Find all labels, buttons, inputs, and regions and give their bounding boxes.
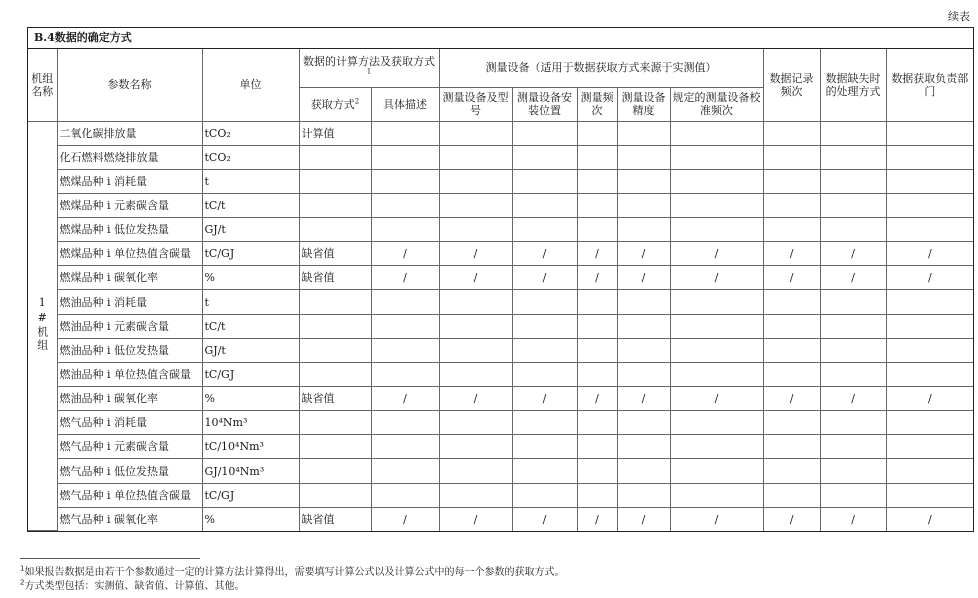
measure-freq-cell <box>577 193 617 217</box>
record-freq-cell <box>763 338 820 362</box>
equip-accuracy-cell: / <box>617 387 670 411</box>
responsible-dept-cell <box>886 411 973 435</box>
table-row <box>28 435 973 459</box>
responsible-dept-cell <box>886 218 973 242</box>
calibration-freq-cell: / <box>670 242 763 266</box>
equip-location-cell <box>512 338 577 362</box>
equip-accuracy-cell <box>617 193 670 217</box>
param-name-cell: 燃煤品种 i 低位发热量 <box>57 218 202 242</box>
measure-freq-cell: / <box>577 507 617 531</box>
unit-cell: % <box>202 266 299 290</box>
missing-handling-cell <box>820 411 886 435</box>
responsible-dept-cell <box>886 362 973 386</box>
measure-freq-cell <box>577 338 617 362</box>
table-row <box>28 169 973 193</box>
param-name-cell: 燃油品种 i 元素碳含量 <box>57 314 202 338</box>
table-body <box>28 121 973 531</box>
data-determination-table <box>27 27 974 532</box>
equip-model-cell <box>439 193 512 217</box>
calibration-freq-cell <box>670 435 763 459</box>
table-row <box>28 121 973 145</box>
missing-handling-cell <box>820 121 886 145</box>
method-cell: 计算值 <box>299 121 371 145</box>
description-cell <box>371 459 439 483</box>
record-freq-cell <box>763 193 820 217</box>
equip-accuracy-cell <box>617 218 670 242</box>
unit-cell: GJ/t <box>202 218 299 242</box>
table-row <box>28 483 973 507</box>
table-row <box>28 362 973 386</box>
record-freq-cell <box>763 411 820 435</box>
method-cell <box>299 459 371 483</box>
responsible-dept-cell <box>886 121 973 145</box>
measure-freq-cell: / <box>577 387 617 411</box>
equip-model-cell <box>439 483 512 507</box>
equip-location-cell <box>512 121 577 145</box>
measure-freq-cell <box>577 362 617 386</box>
calibration-freq-cell: / <box>670 266 763 290</box>
unit-cell: tC/10⁴Nm³ <box>202 435 299 459</box>
responsible-dept-cell <box>886 169 973 193</box>
header-calibration-freq: 规定的测量设备校准频次 <box>670 87 763 121</box>
method-cell: 缺省值 <box>299 507 371 531</box>
equip-model-cell: / <box>439 266 512 290</box>
method-cell <box>299 314 371 338</box>
equip-accuracy-cell: / <box>617 507 670 531</box>
measure-freq-cell <box>577 483 617 507</box>
unit-cell: % <box>202 387 299 411</box>
description-cell: / <box>371 387 439 411</box>
equip-model-cell <box>439 435 512 459</box>
unit-cell: tC/GJ <box>202 483 299 507</box>
equip-model-cell <box>439 290 512 314</box>
method-cell: 缺省值 <box>299 266 371 290</box>
measure-freq-cell <box>577 314 617 338</box>
equip-location-cell <box>512 145 577 169</box>
section-title: B.4数据的确定方式 <box>28 28 973 49</box>
header-description: 具体描述 <box>371 87 439 121</box>
param-name-cell: 化石燃料燃烧排放量 <box>57 145 202 169</box>
equip-model-cell <box>439 362 512 386</box>
header-responsible-dept: 数据获取负责部门 <box>886 49 973 121</box>
param-name-cell: 燃油品种 i 消耗量 <box>57 290 202 314</box>
method-cell <box>299 290 371 314</box>
footnote-2: $^2$方式类型包括：实测值、缺省值、计算值、其他。 <box>20 578 245 592</box>
equip-location-cell <box>512 411 577 435</box>
calibration-freq-cell: / <box>670 387 763 411</box>
measure-freq-cell: / <box>577 242 617 266</box>
calibration-freq-cell <box>670 362 763 386</box>
equip-accuracy-cell <box>617 169 670 193</box>
responsible-dept-cell: / <box>886 507 973 531</box>
record-freq-cell: / <box>763 507 820 531</box>
table-row <box>28 242 973 266</box>
unit-cell: GJ/t <box>202 338 299 362</box>
method-cell <box>299 435 371 459</box>
equip-location-cell <box>512 218 577 242</box>
equip-model-cell <box>439 459 512 483</box>
record-freq-cell: / <box>763 387 820 411</box>
table-row <box>28 290 973 314</box>
measure-freq-cell <box>577 290 617 314</box>
equip-accuracy-cell <box>617 145 670 169</box>
equip-location-cell: / <box>512 387 577 411</box>
equip-accuracy-cell <box>617 121 670 145</box>
unit-cell: tCO₂ <box>202 121 299 145</box>
responsible-dept-cell <box>886 459 973 483</box>
missing-handling-cell <box>820 483 886 507</box>
table-row <box>28 145 973 169</box>
calibration-freq-cell <box>670 121 763 145</box>
description-cell <box>371 169 439 193</box>
param-name-cell: 燃油品种 i 低位发热量 <box>57 338 202 362</box>
equip-model-cell: / <box>439 242 512 266</box>
calibration-freq-cell <box>670 459 763 483</box>
record-freq-cell <box>763 218 820 242</box>
description-cell <box>371 411 439 435</box>
responsible-dept-cell <box>886 338 973 362</box>
equip-location-cell <box>512 459 577 483</box>
missing-handling-cell <box>820 459 886 483</box>
missing-handling-cell <box>820 218 886 242</box>
table-row <box>28 218 973 242</box>
equip-location-cell: / <box>512 266 577 290</box>
calibration-freq-cell <box>670 411 763 435</box>
unit-cell: tC/GJ <box>202 242 299 266</box>
missing-handling-cell <box>820 290 886 314</box>
table-row <box>28 193 973 217</box>
equip-location-cell <box>512 362 577 386</box>
description-cell <box>371 314 439 338</box>
method-cell <box>299 145 371 169</box>
unit-cell: t <box>202 290 299 314</box>
measure-freq-cell <box>577 121 617 145</box>
method-cell: 缺省值 <box>299 387 371 411</box>
description-cell <box>371 290 439 314</box>
calibration-freq-cell <box>670 218 763 242</box>
responsible-dept-cell <box>886 145 973 169</box>
record-freq-cell <box>763 459 820 483</box>
equip-accuracy-cell: / <box>617 266 670 290</box>
responsible-dept-cell: / <box>886 242 973 266</box>
equip-location-cell <box>512 435 577 459</box>
measure-freq-cell <box>577 169 617 193</box>
table-row <box>28 387 973 411</box>
continued-label: 续表 <box>948 10 970 23</box>
measure-freq-cell <box>577 218 617 242</box>
description-cell: / <box>371 266 439 290</box>
table-row <box>28 314 973 338</box>
calibration-freq-cell <box>670 193 763 217</box>
description-cell <box>371 483 439 507</box>
equip-location-cell <box>512 193 577 217</box>
description-cell <box>371 121 439 145</box>
description-cell <box>371 362 439 386</box>
record-freq-cell: / <box>763 266 820 290</box>
method-cell: 缺省值 <box>299 242 371 266</box>
table-row <box>28 266 973 290</box>
param-name-cell: 燃气品种 i 消耗量 <box>57 411 202 435</box>
header-equip-group: 测量设备（适用于数据获取方式来源于实测值） <box>439 49 763 87</box>
unit-cell: tC/t <box>202 193 299 217</box>
equip-accuracy-cell: / <box>617 242 670 266</box>
measure-freq-cell <box>577 411 617 435</box>
calibration-freq-cell <box>670 483 763 507</box>
equip-location-cell <box>512 290 577 314</box>
param-name-cell: 燃煤品种 i 元素碳含量 <box>57 193 202 217</box>
footnotes <box>20 566 564 594</box>
header-missing-handling: 数据缺失时的处理方式 <box>820 49 886 121</box>
equip-model-cell <box>439 145 512 169</box>
equip-location-cell: / <box>512 507 577 531</box>
param-name-cell: 燃气品种 i 低位发热量 <box>57 459 202 483</box>
param-name-cell: 燃气品种 i 单位热值含碳量 <box>57 483 202 507</box>
description-cell <box>371 218 439 242</box>
table-row <box>28 459 973 483</box>
equip-accuracy-cell <box>617 483 670 507</box>
missing-handling-cell: / <box>820 387 886 411</box>
calibration-freq-cell: / <box>670 507 763 531</box>
description-cell <box>371 435 439 459</box>
missing-handling-cell: / <box>820 266 886 290</box>
calibration-freq-cell <box>670 338 763 362</box>
equip-accuracy-cell <box>617 411 670 435</box>
measure-freq-cell <box>577 435 617 459</box>
calibration-freq-cell <box>670 314 763 338</box>
equip-model-cell <box>439 121 512 145</box>
equip-accuracy-cell <box>617 459 670 483</box>
footnote-rule <box>20 558 200 559</box>
calibration-freq-cell <box>670 290 763 314</box>
equip-accuracy-cell <box>617 290 670 314</box>
measure-freq-cell: / <box>577 266 617 290</box>
header-equip-model: 测量设备及型号 <box>439 87 512 121</box>
table-row <box>28 338 973 362</box>
description-cell: / <box>371 242 439 266</box>
record-freq-cell <box>763 169 820 193</box>
equip-location-cell <box>512 169 577 193</box>
measure-freq-cell <box>577 145 617 169</box>
header-unit: 单位 <box>202 49 299 121</box>
param-name-cell: 燃油品种 i 单位热值含碳量 <box>57 362 202 386</box>
unit-name-cell <box>28 121 57 531</box>
table-row <box>28 507 973 531</box>
responsible-dept-cell <box>886 290 973 314</box>
equip-location-cell <box>512 314 577 338</box>
missing-handling-cell: / <box>820 507 886 531</box>
param-name-cell: 燃油品种 i 碳氧化率 <box>57 387 202 411</box>
equip-accuracy-cell <box>617 362 670 386</box>
param-name-cell: 燃气品种 i 元素碳含量 <box>57 435 202 459</box>
footnote-1: $^1$如果报告数据是由若干个参数通过一定的计算方法计算得出，需要填写计算公式以及计算公式中的每一个参数的获取方式。 <box>20 564 565 578</box>
unit-cell: tCO₂ <box>202 145 299 169</box>
description-cell <box>371 193 439 217</box>
unit-cell: tC/GJ <box>202 362 299 386</box>
responsible-dept-cell: / <box>886 387 973 411</box>
unit-cell: tC/t <box>202 314 299 338</box>
record-freq-cell <box>763 145 820 169</box>
equip-accuracy-cell <box>617 338 670 362</box>
missing-handling-cell <box>820 314 886 338</box>
header-method: 获取方式$^2$ <box>299 87 371 121</box>
responsible-dept-cell <box>886 483 973 507</box>
equip-model-cell <box>439 169 512 193</box>
header-equip-location: 测量设备安装位置 <box>512 87 577 121</box>
record-freq-cell <box>763 121 820 145</box>
equip-accuracy-cell <box>617 435 670 459</box>
description-cell <box>371 145 439 169</box>
header-unit-name: 机组名称 <box>28 49 57 121</box>
unit-cell: t <box>202 169 299 193</box>
missing-handling-cell <box>820 145 886 169</box>
equip-model-cell: / <box>439 507 512 531</box>
responsible-dept-cell <box>886 193 973 217</box>
method-cell <box>299 218 371 242</box>
equip-location-cell: / <box>512 242 577 266</box>
missing-handling-cell <box>820 193 886 217</box>
equip-model-cell <box>439 314 512 338</box>
equip-model-cell: / <box>439 387 512 411</box>
unit-cell: GJ/10⁴Nm³ <box>202 459 299 483</box>
record-freq-cell <box>763 435 820 459</box>
param-name-cell: 燃气品种 i 碳氧化率 <box>57 507 202 531</box>
missing-handling-cell: / <box>820 242 886 266</box>
unit-cell: 10⁴Nm³ <box>202 411 299 435</box>
calibration-freq-cell <box>670 145 763 169</box>
header-equip-accuracy: 测量设备精度 <box>617 87 670 121</box>
record-freq-cell <box>763 483 820 507</box>
equip-location-cell <box>512 483 577 507</box>
description-cell <box>371 338 439 362</box>
unit-name-label: 1#机组 <box>35 296 49 353</box>
record-freq-cell <box>763 290 820 314</box>
missing-handling-cell <box>820 435 886 459</box>
param-name-cell: 燃煤品种 i 消耗量 <box>57 169 202 193</box>
missing-handling-cell <box>820 338 886 362</box>
missing-handling-cell <box>820 169 886 193</box>
header-measure-freq: 测量频次 <box>577 87 617 121</box>
unit-cell: % <box>202 507 299 531</box>
responsible-dept-cell <box>886 314 973 338</box>
param-name-cell: 燃煤品种 i 单位热值含碳量 <box>57 242 202 266</box>
method-cell <box>299 362 371 386</box>
method-cell <box>299 483 371 507</box>
record-freq-cell: / <box>763 242 820 266</box>
measure-freq-cell <box>577 459 617 483</box>
header-calc-group: 数据的计算方法及获取方式$^1$ <box>299 49 439 87</box>
record-freq-cell <box>763 314 820 338</box>
calibration-freq-cell <box>670 169 763 193</box>
header-record-freq: 数据记录频次 <box>763 49 820 121</box>
record-freq-cell <box>763 362 820 386</box>
header-param-name: 参数名称 <box>57 49 202 121</box>
equip-model-cell <box>439 218 512 242</box>
param-name-cell: 二氧化碳排放量 <box>57 121 202 145</box>
method-cell <box>299 411 371 435</box>
equip-accuracy-cell <box>617 314 670 338</box>
missing-handling-cell <box>820 362 886 386</box>
param-name-cell: 燃煤品种 i 碳氧化率 <box>57 266 202 290</box>
table-row <box>28 411 973 435</box>
method-cell <box>299 169 371 193</box>
method-cell <box>299 338 371 362</box>
description-cell: / <box>371 507 439 531</box>
parameter-table <box>28 49 973 531</box>
responsible-dept-cell: / <box>886 266 973 290</box>
method-cell <box>299 193 371 217</box>
responsible-dept-cell <box>886 435 973 459</box>
equip-model-cell <box>439 338 512 362</box>
equip-model-cell <box>439 411 512 435</box>
